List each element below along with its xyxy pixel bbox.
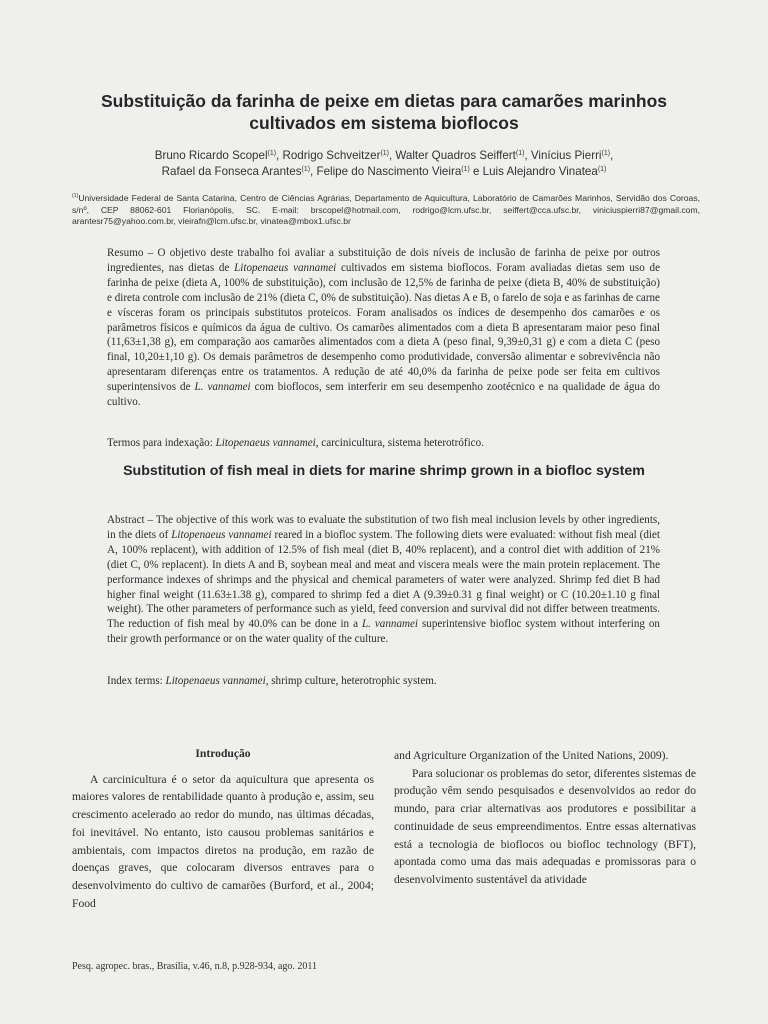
article-title: Substituição da farinha de peixe em dietas para camarões marinhos cultivados em sistema bioflocos <box>100 91 668 133</box>
author-name: Walter Quadros Seiffert <box>395 149 516 162</box>
page-footer: Pesq. agropec. bras., Brasília, v.46, n.8, p.928-934, ago. 2011 <box>72 961 318 972</box>
author-name: Bruno Ricardo Scopel <box>154 149 268 162</box>
author-name: Rodrigo Schveitzer <box>282 149 381 162</box>
author-name: Luis Alejandro Vinatea <box>482 165 598 178</box>
author-name: Rafael da Fonseca Arantes <box>161 165 302 178</box>
paragraph: and Agriculture Organization of the United Nations, 2009). <box>394 749 669 762</box>
author-list: Bruno Ricardo Scopel$^{(1)}$, Rodrigo Schveitzer$^{(1)}$, Walter Quadros Seiffert$^{(1)}$, Vinícius Pierri$^{(1)}$, Rafael da Fonseca Arantes$^{(1)}$, Felipe do Nascimento Vieira$^{(1)}$ e Luis Alejandro Vinatea$^{(1)}$ <box>154 149 614 178</box>
left-column <box>72 745 374 912</box>
resumo-block: Resumo – O objetivo deste trabalho foi avaliar a substituição de dois níveis de inclusão de farinha de peixe por outros ingredientes, nas dietas de Litopenaeus vannamei cultivados em sistema bioflocos. Foram avaliadas dietas sem uso de farinha de peixe (dieta A, 100% de substituição), com inclusão de 12,5% de farinha de peixe (dieta B, 40% de substituição) e direta controle com inclusão de 21% (dieta C, 0% de substituição). Nas dietas A e B, o farelo de soja e as farinhas de carne e vísceras foram os principais substitutos proteicos. Foram analisados os índices de desempenho dos camarões e os parâmetros físicos e químicos da água de cultivo. Os camarões alimentados com a dieta B apresentaram maior peso final (11,63±1,38 g), em comparação aos camarões alimentados com a dieta A (peso final, 9,39±0,31 g) e com a dieta C (peso final, 10,20±1,10 g). Os demais parâmetros de desempenho como produtividade, conversão alimentar e sobrevivência não apresentaram diferenças entre os tratamentos. A redução de até 40,0% da farinha de peixe pode ser feita em cultivos superintensivos de L. vannamei com bioflocos, sem interferir em seu desempenho zootécnico e na qualidade de água do cultivo. <box>107 247 660 409</box>
index-terms: Index terms: Litopenaeus vannamei, shrimp culture, heterotrophic system. <box>107 675 437 687</box>
paragraph: A carcinicultura é o setor da aquicultura que apresenta os maiores valores de rentabilidade quanto à produção e, assim, seu crescimento acelerado ao redor do mundo, nas últimas décadas, foi inevitável. No entanto, isto causou problemas sanitários e ambientais, com impactos diretos na produção, em razão de doenças graves, que colocaram diversos entraves para o desenvolvimento do cultivo de camarões (Burford, et al., 2004; Food <box>72 772 374 910</box>
author-name: Felipe do Nascimento Vieira <box>316 165 462 178</box>
abstract-block: Abstract – The objective of this work was to evaluate the substitution of two fish meal inclusion levels by other ingredients, in the diets of Litopenaeus vannamei reared in a biofloc system. The following diets were evaluated: without fish meal (diet A, 100% replacent), with addition of 12.5% of fish meal (diet B, 40% replacent), and a control diet with addition of 21% (diet C, 0% replacent). In diets A and B, soybean meal and meat and viscera meals were the main protein replacement. The performance indexes of shrimps and the physical and chemical parameters of water were analyzed. Shrimp fed diet B had higher final weight (11.63±1.38 g), compared to shrimp fed a diet A (9.39±0.31 g final weight) or C (10.20±1.10 g final weight). The other parameters of performance such as yield, feed conversion and survival did not differ between treatments. The reduction of fish meal by 40.0% can be done in a L. vannamei superintensive biofloc system without interfering on their growth performance or on the water quality of the culture. <box>107 514 660 646</box>
english-title: Substitution of fish meal in diets for marine shrimp grown in a biofloc system <box>123 463 645 479</box>
author-name: Vinícius Pierri <box>530 149 602 162</box>
affiliation: $^{(1)}$Universidade Federal de Santa Catarina, Centro de Ciências Agrárias, Departamento de Aquicultura, Laboratório de Camarões Marinhos, Servidão dos Coroas, s/nº, CEP 88062-601 Florianópolis, SC. E-mail: brscopel@hotmail.com, rodrigo@lcm.ufsc.br, seiffert@cca.ufsc.br, viniciuspierri87@gmail.com, arantesr75@yahoo.com.br, vieirafn@lcm.ufsc.br, vinatea@mbox1.ufsc.br <box>72 193 700 226</box>
termos-indexacao: Termos para indexação: Litopenaeus vannamei, carcinicultura, sistema heterotrófico. <box>107 437 484 449</box>
paragraph: Para solucionar os problemas do setor, diferentes sistemas de produção vêm sendo pesquisados e desenvolvidos ao redor do mundo, para criar alternativas aos produtores e possibilitar a continuidade de seus empreendimentos. Entre essas alternativas está a tecnologia de bioflocos ou biofloc technology (BFT), apontada como uma das mais adequadas e promissoras para o desenvolvimento sustentável da atividade <box>394 766 696 886</box>
right-column <box>394 747 696 889</box>
section-heading: Introdução <box>195 747 251 760</box>
